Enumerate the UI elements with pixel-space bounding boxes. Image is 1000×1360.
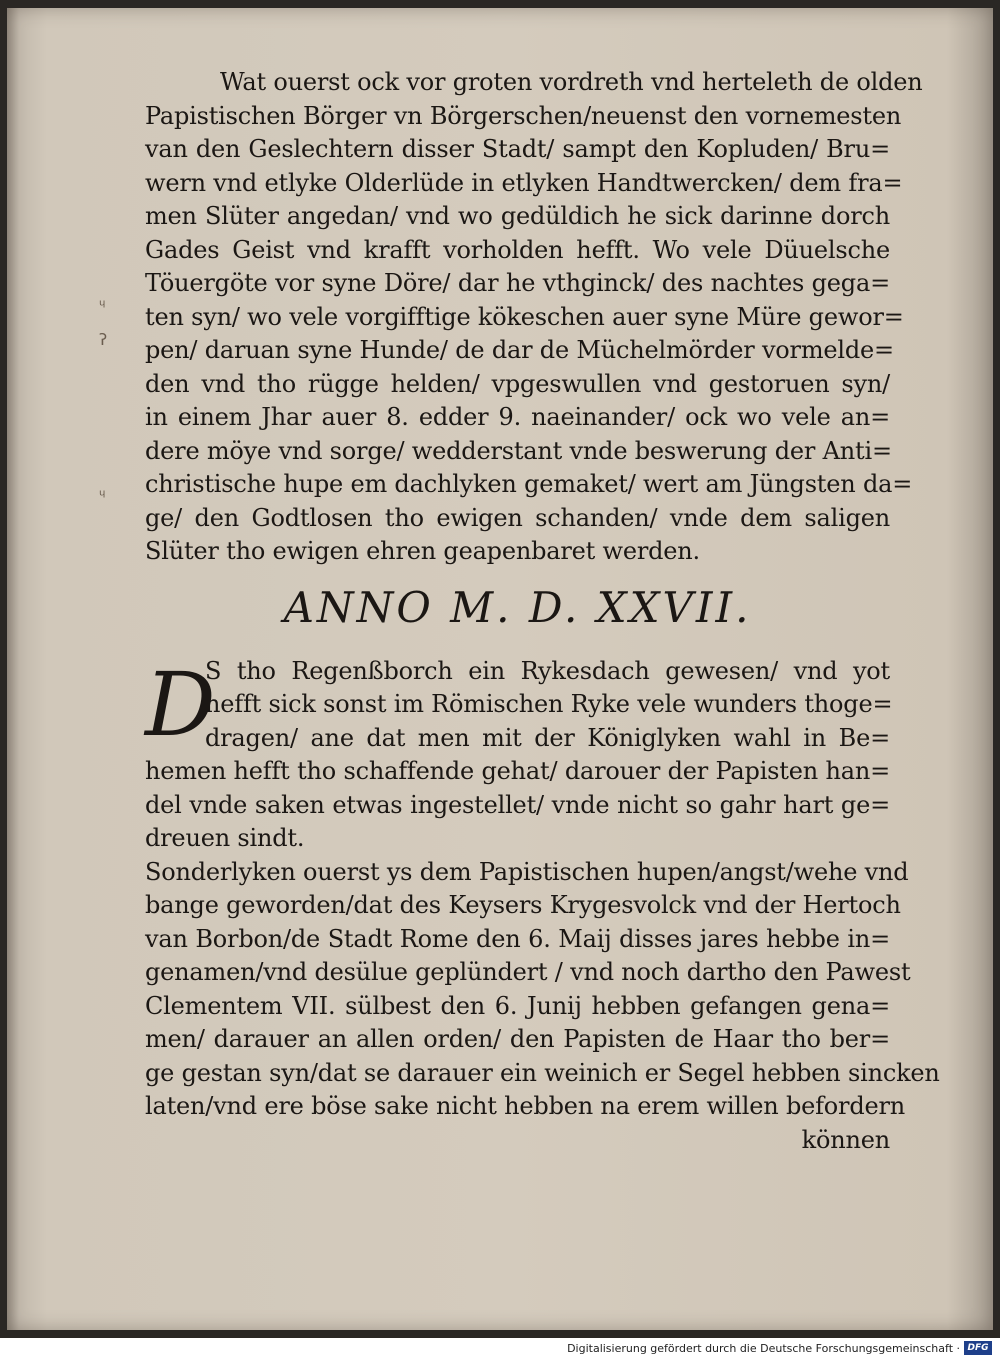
decorated-initial: D (145, 652, 216, 756)
text-line: pen/ daruan syne Hunde/ de dar de Müchelmörder vormelde= (145, 336, 894, 364)
text-line: hefft sick sonst im Römischen Ryke vele wunders thoge= (205, 690, 893, 718)
page-text (145, 66, 940, 1157)
text-line: bange geworden/dat des Keysers Krygesvolck vnd der Hertoch (145, 891, 901, 919)
text-line: Papistischen Börger vn Börgerschen/neuenst den vornemesten (145, 101, 902, 130)
text-line: christische hupe em dachlyken gemaket/ wert am Jüngsten da= (145, 470, 913, 498)
text-line: ge/ den Godtlosen tho ewigen schanden/ vnde dem saligen (145, 503, 890, 532)
paragraph-3 (145, 856, 940, 1124)
text-line: van Borbon/de Stadt Rome den 6. Maij disses jares hebbe in= (145, 924, 890, 953)
text-line: men/ darauer an allen orden/ den Papisten de Haar tho ber= (145, 1025, 890, 1053)
text-line: Sonderlyken ouerst ys dem Papistischen hupen/angst/wehe vnd (145, 857, 909, 886)
text-line: dere möye vnd sorge/ wedderstant vnde beswerung der Anti= (145, 436, 892, 465)
text-line: ten syn/ wo vele vorgifftige kökeschen auer syne Müre gewor= (145, 302, 904, 331)
text-line: dragen/ ane dat men mit der Königlyken wahl in Be= (205, 723, 890, 752)
catchword: können (801, 1125, 890, 1154)
text-line: wern vnd etlyke Olderlüde in etlyken Handtwercken/ dem fra= (145, 168, 903, 197)
text-line: del vnde saken etwas ingestellet/ vnde nicht so gahr hart ge= (145, 790, 890, 819)
text-line: S tho Regenßborch ein Rykesdach gewesen/ vnd yot (205, 656, 890, 685)
text-line: laten/vnd ere böse sake nicht hebben na erem willen befordern (145, 1092, 906, 1120)
funding-credit: Digitalisierung gefördert durch die Deutsche Forschungsgemeinschaft · (567, 1342, 960, 1355)
text-line: den vnd tho rügge helden/ vpgeswullen vnd gestoruen syn/ (145, 369, 890, 398)
year-heading: ANNO M. D. XXVII. (283, 582, 752, 632)
text-line: men Slüter angedan/ vnd wo gedüldich he sick darinne dorch (145, 202, 890, 230)
text-line: Slüter tho ewigen ehren geapenbaret werden. (145, 537, 700, 565)
text-line: genamen/vnd desülue geplündert / vnd noch dartho den Pawest (145, 958, 911, 986)
text-line: Töuergöte vor syne Döre/ dar he vthginck/ des nachtes gega= (145, 269, 890, 297)
text-line: Clementem VII. sülbest den 6. Junij hebben gefangen gena= (145, 991, 890, 1020)
text-line: hemen hefft tho schaffende gehat/ darouer der Papisten han= (145, 757, 890, 785)
margin-mark: ᶣ (99, 486, 106, 505)
paragraph-1 (145, 66, 923, 569)
text-line: Wat ouerst ock vor groten vordreth vnd herteleth de olden (220, 68, 923, 96)
paragraph-2 (145, 652, 893, 856)
footer-bar (0, 1338, 1000, 1360)
text-line: Gades Geist vnd krafft vorholden hefft. Wo vele Düuelsche (145, 235, 890, 264)
margin-mark: ʔ (99, 330, 108, 349)
text-line: ge gestan syn/dat se darauer ein weinich er Segel hebben sincken (145, 1058, 940, 1087)
dfg-logo: DFG (964, 1341, 992, 1355)
text-line: van den Geslechtern disser Stadt/ sampt den Kopluden/ Bru= (145, 135, 890, 163)
margin-mark: ᶣ (99, 296, 106, 315)
text-line: dreuen sindt. (145, 824, 305, 852)
text-line: in einem Jhar auer 8. edder 9. naeinander/ ock wo vele an= (145, 403, 890, 431)
